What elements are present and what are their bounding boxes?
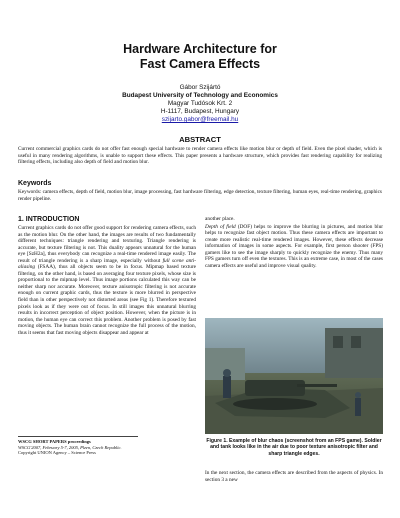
right-paragraph-continuation: another place. (205, 216, 235, 222)
right-column-text (205, 216, 383, 269)
author-name: Gábor Szijártó (179, 84, 221, 91)
section-1-heading: 1. INTRODUCTION (18, 216, 80, 223)
paper-title-line-1: Hardware Architecture for (123, 42, 277, 56)
author-affiliation: Budapest University of Technology and Economics (122, 92, 278, 99)
keywords-text: Keywords: camera effects, depth of field, motion blur, image processing, fast hardware filtering, edge detection, texture filtering, human eyes, real-time rendering, graphics render pipeline. (18, 189, 382, 202)
figure-1-screenshot (205, 318, 383, 434)
author-address-line-2: H-1117, Budapest, Hungary (160, 108, 240, 115)
figure-1-caption: Figure 1. Example of blur chaos (screenshot from an FPS game). Soldier and tank looks like in the air due to poor texture anisotropic filter and sharp triangle edges. (206, 438, 382, 457)
proceedings-footer (18, 436, 138, 456)
footer-title: WSCG SHORT PAPERS proceedings (18, 439, 91, 444)
footer-copyright: Copyright UNION Agency – Science Press (18, 450, 96, 456)
author-email-link[interactable]: szijarto.gabor@freemail.hu (161, 116, 239, 123)
abstract-text: Current commercial graphics cards do not offer fast enough special hardware to render camera effects like motion blur or depth of field. Even the pixel shader, which is useful in many rendering algorithms, is unable to support these effects. This paper presents a hardware structure, which provides fast rendering capability for realizing filtering effects, including also depth of field and motion blur. (18, 146, 382, 165)
author-address-line-1: Magyar Tudósok Krt. 2 (167, 100, 233, 107)
abstract-heading: ABSTRACT (179, 135, 221, 144)
right-paragraph-dof: Depth of field (DOF) helps to improve the blurring in pictures, and motion blur helps to recognize fast object motion. Thus these camera effects are important to create more realistic real-time rendered images. However, these effects decrease information of images in some aspects. For example, first person shooter (FPS) gamers like to see the image sharply to quickly recognize the enemy. Thus many FPS gamers turn off even the textures. This is an extreme case, in most of the cases camera effects are useful and improve visual quality. (205, 223, 383, 269)
intro-paragraph-1: Current graphics cards do not offer good support for rendering camera effects, such as the motion blur. On the other hand, the images are results of two fundamentally different techniques: triangle rendering and texturing. Triangle rendering is accurate, but texture filtering is not. This duality appears unnatural for the human eye [SzH2a], thus everybody can recognize a real-time rendered image easily. The result of triangle rendering is a sharp image, especially without full scene anti-aliasing (FSAA), thus all objects seem to be in focus. Mipmap based texture filtering, on the other hand, is based on averaging four texture pixels, whose size is proportional to the mipmap level. Thus image portions calculated this way can be neither sharp nor accurate. Moreover, texture anisotropic filtering is not accurate enough on current graphic cards, thus the texture is more blurred in perspective field than in other perspectively not distorted areas (see Fig 1). Therefore textured pixels look as if they were out of focus. In still images this unnatural blurring results in incorrect perception of object position. However, when the picture is in motion, the human eye can correct this problem. Another problem is posed by fast moving objects. The human brain cannot recognize the full process of the motion, thus it seems that fast moving objects disappear and appear at (18, 225, 196, 336)
footer-conference: WSCG'2007, February 5-7, 2005, Plzen, Czech Republic. (18, 444, 122, 450)
right-paragraph-next-section: In the next section, the camera effects are described from the aspects of physics. In section 3 a new (205, 470, 383, 483)
keywords-heading: Keywords (18, 180, 52, 187)
paper-title-line-2: Fast Camera Effects (139, 57, 261, 71)
